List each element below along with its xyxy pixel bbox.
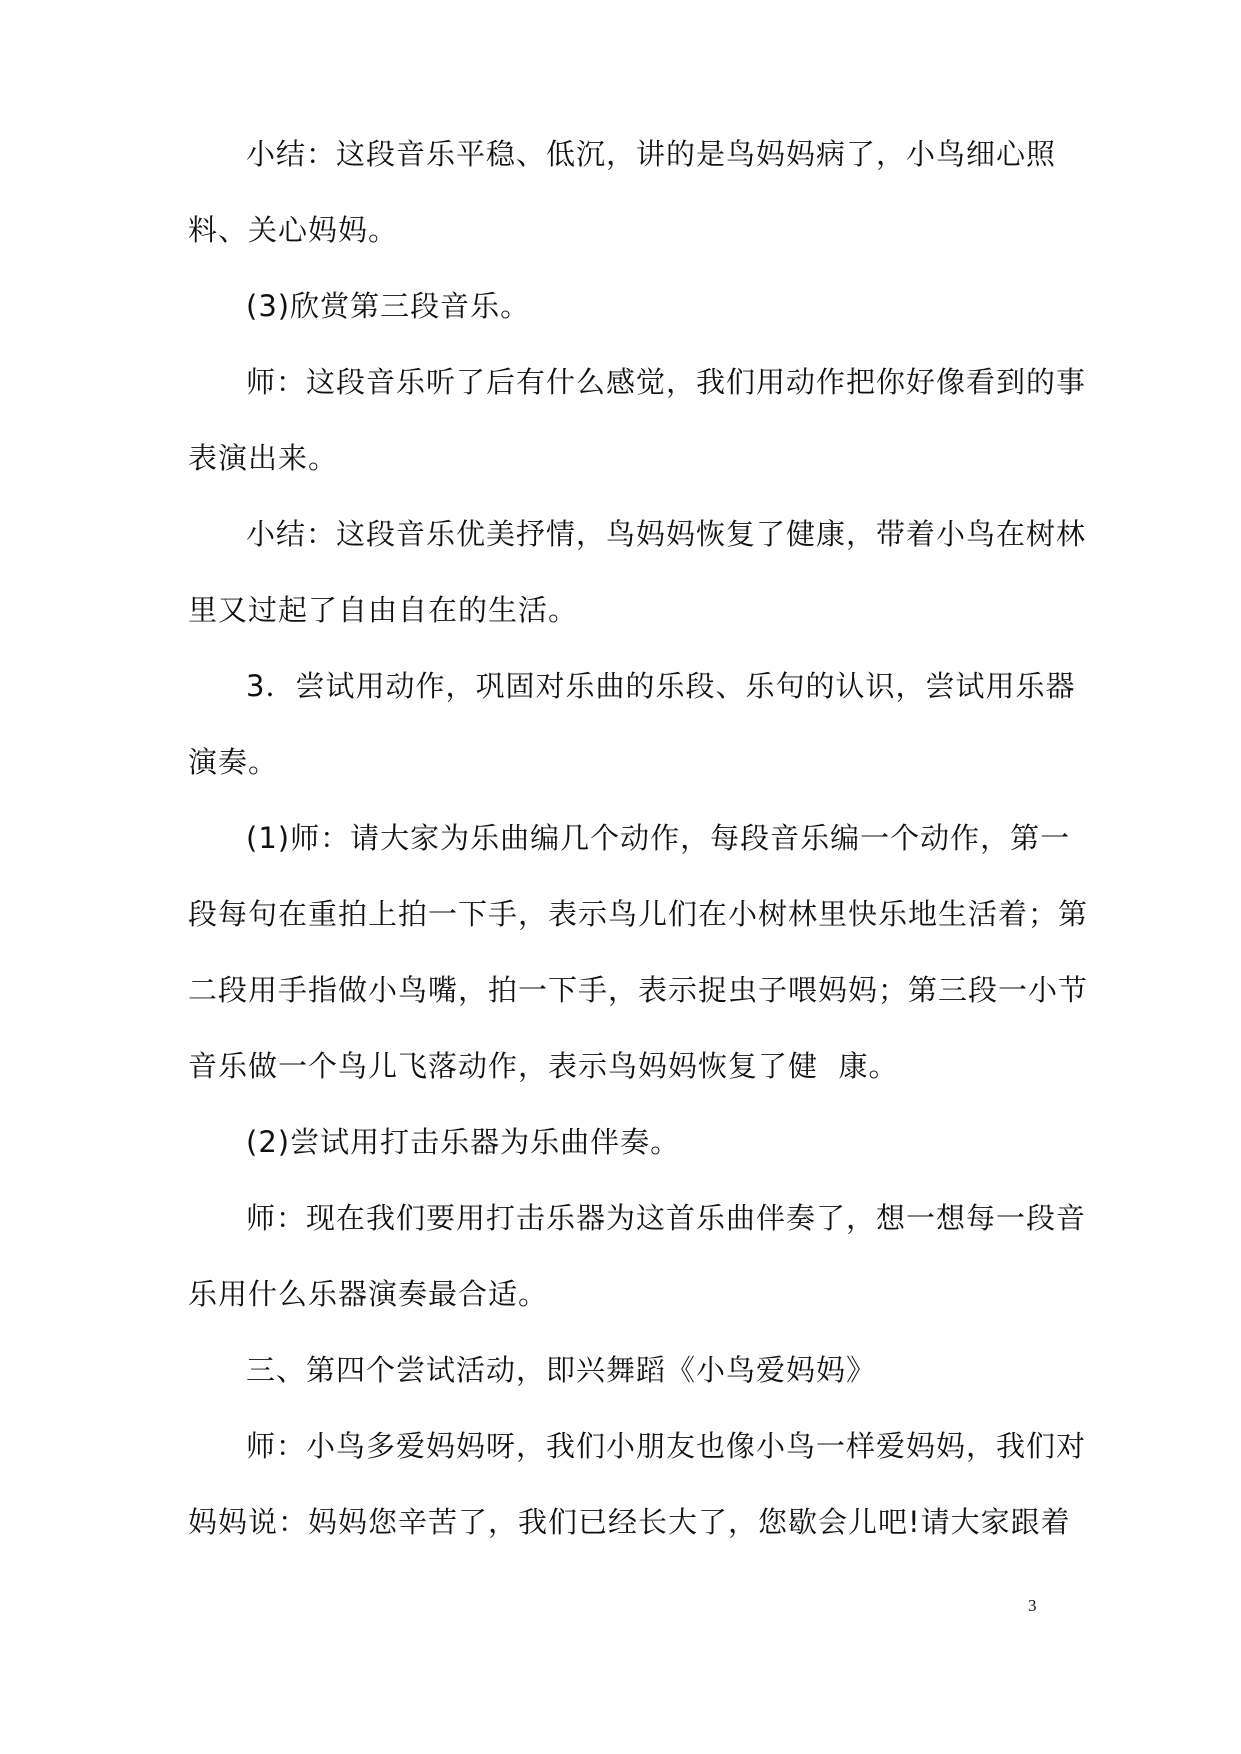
paragraph-step-3: 3．尝试用动作，巩固对乐曲的乐段、乐句的认识，尝试用乐器演奏。	[188, 669, 1076, 779]
paragraph-activity-4: 三、第四个尝试活动，即兴舞蹈《小鸟爱妈妈》	[246, 1353, 877, 1387]
paragraph-percussion: (2)尝试用打击乐器为乐曲伴奏。	[246, 1125, 681, 1159]
paragraph-teacher-1: 师：这段音乐听了后有什么感觉，我们用动作把你好像看到的事表演出来。	[188, 365, 1087, 475]
paragraph-summary-2: 小结：这段音乐优美抒情，鸟妈妈恢复了健康，带着小鸟在树林里又过起了自由自在的生活。	[188, 517, 1087, 627]
paragraph-section-3: (3)欣赏第三段音乐。	[246, 289, 531, 323]
paragraph-actions: (1)师：请大家为乐曲编几个动作，每段音乐编一个动作，第一段每句在重拍上拍一下手，表示鸟儿们在小树林里快乐地生活着；第二段用手指做小鸟嘴，拍一下手，表示捉虫子喂妈妈；第三段一小节音乐做一个鸟儿飞落动作，表示鸟妈妈恢复了健 康。	[188, 821, 1089, 1083]
page-number: 3	[1028, 1596, 1037, 1615]
paragraph-teacher-3: 师：小鸟多爱妈妈呀，我们小朋友也像小鸟一样爱妈妈，我们对妈妈说：妈妈您辛苦了，我们已经长大了，您歇会儿吧!请大家跟着	[188, 1429, 1087, 1539]
paragraph-summary-1: 小结：这段音乐平稳、低沉，讲的是鸟妈妈病了，小鸟细心照料、关心妈妈。	[188, 137, 1057, 247]
paragraph-teacher-2: 师：现在我们要用打击乐器为这首乐曲伴奏了，想一想每一段音乐用什么乐器演奏最合适。	[188, 1201, 1087, 1311]
